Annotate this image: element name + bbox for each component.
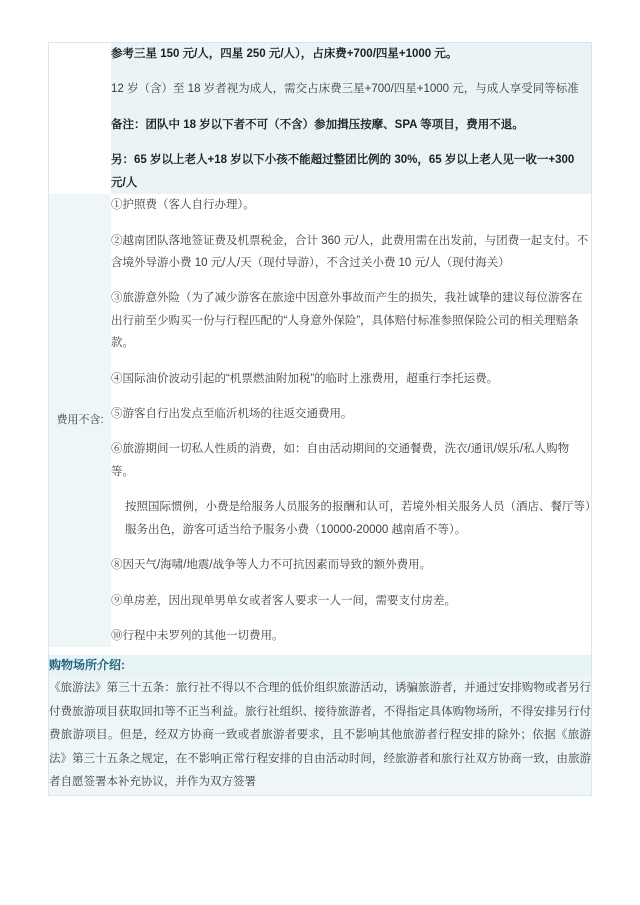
exclusion-item: ④国际油价波动引起的“机票燃油附加税”的临时上涨费用，超重行李托运费。 xyxy=(111,372,499,385)
pricing-note-line: 12 岁（含）至 18 岁者视为成人，需交占床费三星+700/四星+1000 元，与成人享受同等标准 xyxy=(111,83,579,96)
exclusion-item: ⑩行程中未罗列的其他一切费用。 xyxy=(111,630,284,643)
table-row xyxy=(49,43,592,195)
exclusion-item: ⑨单房差，因出现单男单女或者客人要求一人一间，需要支付房差。 xyxy=(111,594,456,607)
pricing-note-line: 参考三星 150 元/人，四星 250 元/人），占床费+700/四星+1000 元。 xyxy=(111,48,458,60)
exclusion-item: ⑥旅游期间一切私人性质的消费，如：自由活动期间的交通餐费，洗衣/通讯/娱乐/私人购物等。 xyxy=(111,443,570,478)
itinerary-table xyxy=(48,42,592,796)
exclusion-item: 按照国际惯例，小费是给服务人员服务的报酬和认可，若境外相关服务人员（酒店、餐厅等）服务出色，游客可适当给予服务小费（10000-20000 越南盾不等）。 xyxy=(125,501,591,536)
exclusion-item: ②越南团队落地签证费及机票税金，合计 360 元/人，此费用需在出发前，与团费一起支付。不含境外导游小费 10 元/人/天（现付导游），不含过关小费 10 元/人（现付海关） xyxy=(111,234,589,269)
legal-paragraph: 《旅游法》第三十五条：旅行社不得以不合理的低价组织旅游活动，诱骗旅游者，并通过安排购物或者另行付费旅游项目获取回扣等不正当利益。旅行社组织、接待旅游者，不得指定具体购物场所，不得安排另行付费旅游项目。但是，经双方协商一致或者旅游者要求，且不影响其他旅游者行程安排的除外；依据《旅游法》第三十五条之规定，在不影响正常行程安排的自由活动时间，经旅游者和旅行社双方协商一致，由旅游者自愿签署本补充协议，并作为双方签署 xyxy=(49,682,591,789)
shopping-section-title: 购物场所介绍: xyxy=(49,655,592,677)
spacer-cell xyxy=(49,647,592,655)
exclusion-item: ①护照费（客人自行办理）。 xyxy=(111,199,255,212)
exclusion-item: ⑤游客自行出发点至临沂机场的往返交通费用。 xyxy=(111,408,353,421)
pricing-note-line: 另：65 岁以上老人+18 岁以下小孩不能超过整团比例的 30%，65 岁以上老人见一收一+300 元/人 xyxy=(111,154,575,189)
exclusions-cell xyxy=(111,194,592,647)
pricing-note-line: 备注：团队中 18 岁以下者不可（不含）参加揖压按摩、SPA 等项目，费用不退。 xyxy=(111,118,524,131)
table-row xyxy=(49,677,592,795)
empty-label-cell xyxy=(49,43,112,195)
table-row xyxy=(49,655,592,677)
pricing-notes-cell xyxy=(111,43,592,195)
table-row xyxy=(49,194,592,647)
exclusion-item: ③旅游意外险（为了减少游客在旅途中因意外事故而产生的损失，我社诚挚的建议每位游客在出行前至少购买一份与行程匹配的“人身意外保险”，具体赔付标准参照保险公司的相关理赔条款。 xyxy=(111,292,583,350)
legal-paragraph-cell xyxy=(49,677,592,795)
exclusion-item: ⑧因天气/海啸/地震/战争等人力不可抗因素而导致的额外费用。 xyxy=(111,559,432,572)
table-spacer-row xyxy=(49,647,592,655)
exclusions-label: 费用不含: xyxy=(49,194,112,647)
